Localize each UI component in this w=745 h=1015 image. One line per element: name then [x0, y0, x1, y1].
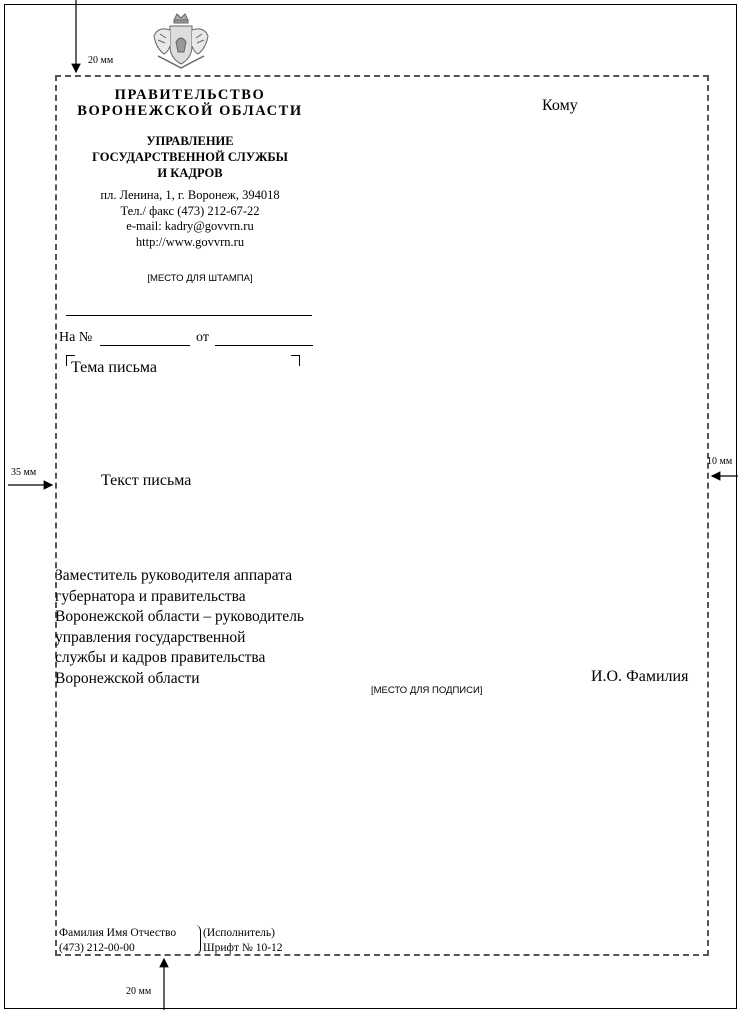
reference-number-line — [100, 345, 190, 346]
signature-placeholder: [МЕСТО ДЛЯ ПОДПИСИ] — [371, 685, 483, 696]
font-size-note: Шрифт № 10-12 — [203, 942, 283, 954]
top-margin-label: 20 мм — [88, 55, 114, 66]
phone-fax: Тел./ факс (473) 212-67-22 — [120, 204, 260, 218]
reference-date-line — [215, 345, 313, 346]
signatory-line: службы и кадров правительства — [55, 649, 266, 666]
registration-line — [66, 315, 312, 316]
reference-date-label: от — [196, 330, 209, 345]
signatory-line: Заместитель руководителя аппарата — [55, 567, 293, 584]
signatory-line: Воронежской области — [55, 669, 200, 687]
department-title-line2: ГОСУДАРСТВЕННОЙ СЛУЖБЫ — [92, 150, 288, 164]
signatory-name: И.О. Фамилия — [591, 668, 689, 685]
website: http://www.govvrn.ru — [135, 235, 245, 249]
department-title-line3: И КАДРОВ — [157, 166, 223, 180]
signatory-line: Воронежской области – руководитель — [55, 608, 304, 625]
executor-name: Фамилия Имя Отчество — [59, 927, 177, 939]
department-title-line1: УПРАВЛЕНИЕ — [146, 134, 234, 148]
signatory-position — [55, 566, 304, 689]
government-title-line2: ВОРОНЕЖСКОЙ ОБЛАСТИ — [77, 103, 303, 119]
addressee-label: Кому — [542, 97, 578, 114]
stamp-placeholder: [МЕСТО ДЛЯ ШТАМПА] — [147, 273, 253, 284]
executor-brace — [195, 925, 201, 955]
executor-role-note: (Исполнитель) — [203, 927, 275, 939]
coat-of-arms-icon — [150, 12, 212, 74]
subject-corner-right — [291, 355, 300, 366]
address: пл. Ленина, 1, г. Воронеж, 394018 — [100, 188, 280, 202]
government-title-line1: ПРАВИТЕЛЬСТВО — [114, 87, 266, 103]
signatory-line: губернатора и правительства — [55, 587, 246, 605]
email: e-mail: kadry@govvrn.ru — [126, 219, 254, 233]
reference-number-label: На № — [59, 330, 93, 345]
executor-phone: (473) 212-00-00 — [59, 942, 135, 954]
left-margin-label: 35 мм — [11, 467, 37, 478]
letter-body: Текст письма — [101, 472, 192, 489]
subject: Тема письма — [71, 359, 158, 376]
right-margin-label: 10 мм — [707, 456, 733, 467]
signatory-line: управления государственной — [55, 628, 246, 646]
bottom-margin-label: 20 мм — [126, 986, 152, 997]
